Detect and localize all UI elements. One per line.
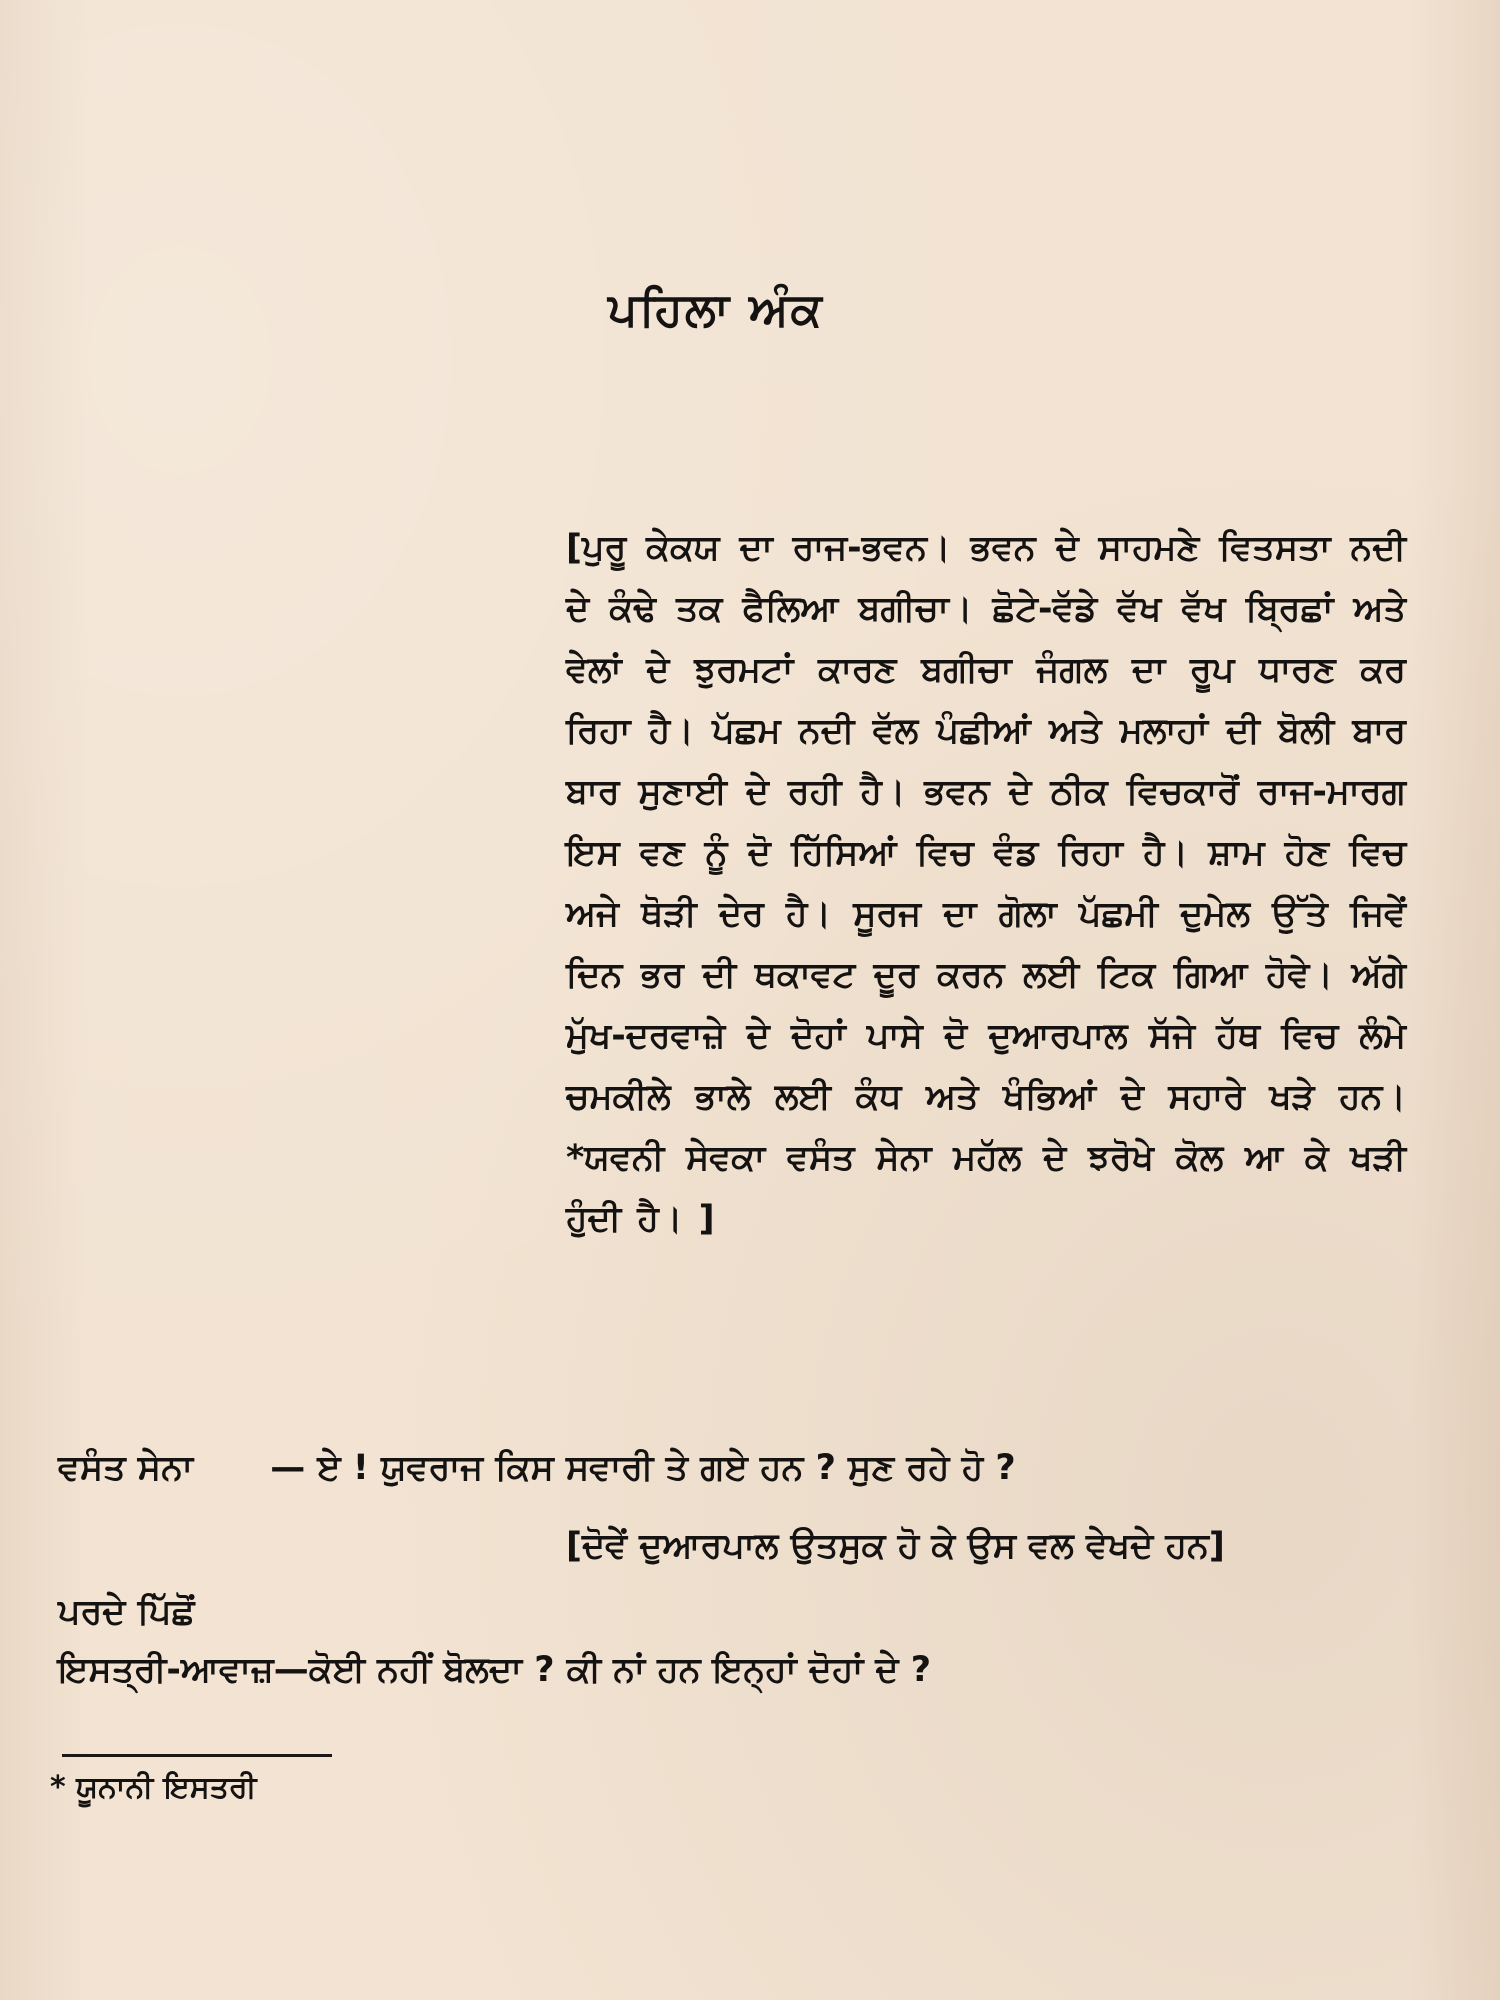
dialogue-text: ਏ ! ਯੁਵਰਾਜ ਕਿਸ ਸਵਾਰੀ ਤੇ ਗਏ ਹਨ ? ਸੁਣ ਰਹੇ ਹੋ ?: [317, 1448, 1016, 1488]
dialogue-separator: —: [270, 1448, 306, 1488]
dialogue-line: [58, 1448, 1016, 1488]
dialogue-line: [58, 1650, 931, 1690]
reaction-stage-direction: [ਦੋਵੇਂ ਦੁਆਰਪਾਲ ਉਤਸੁਕ ਹੋ ਕੇ ਉਸ ਵਲ ਵੇਖਦੇ ਹਨ]: [566, 1526, 1225, 1566]
dialogue-separator: —: [273, 1650, 309, 1690]
chapter-heading: ਪਹਿਲਾ ਅੰਕ: [608, 282, 824, 336]
offstage-label: ਪਰਦੇ ਪਿੱਛੋਂ: [58, 1592, 195, 1632]
speaker-name: ਵਸੰਤ ਸੇਨਾ: [58, 1448, 194, 1488]
dialogue-text: ਕੋਈ ਨਹੀਂ ਬੋਲਦਾ ? ਕੀ ਨਾਂ ਹਨ ਇਨ੍ਹਾਂ ਦੋਹਾਂ ਦੇ ?: [308, 1650, 932, 1690]
speaker-name: ਇਸਤ੍ਰੀ-ਆਵਾਜ਼: [58, 1650, 274, 1690]
opening-stage-direction: [ਪੁਰੂ ਕੇਕਯ ਦਾ ਰਾਜ-ਭਵਨ। ਭਵਨ ਦੇ ਸਾਹਮਣੇ ਵਿਤਸਤਾ ਨਦੀ ਦੇ ਕੰਢੇ ਤਕ ਫੈਲਿਆ ਬਗੀਚਾ। ਛੋਟੇ-ਵੱਡੇ ਵੱਖ ਵੱਖ ਬ੍ਰਿਛਾਂ ਅਤੇ ਵੇਲਾਂ ਦੇ ਝੁਰਮਟਾਂ ਕਾਰਣ ਬਗੀਚਾ ਜੰਗਲ ਦਾ ਰੂਪ ਧਾਰਣ ਕਰ ਰਿਹਾ ਹੈ। ਪੱਛਮ ਨਦੀ ਵੱਲ ਪੰਛੀਆਂ ਅਤੇ ਮਲਾਹਾਂ ਦੀ ਬੋਲੀ ਬਾਰ ਬਾਰ ਸੁਣਾਈ ਦੇ ਰਹੀ ਹੈ। ਭਵਨ ਦੇ ਠੀਕ ਵਿਚਕਾਰੋਂ ਰਾਜ-ਮਾਰਗ ਇਸ ਵਣ ਨੂੰ ਦੋ ਹਿੱਸਿਆਂ ਵਿਚ ਵੰਡ ਰਿਹਾ ਹੈ। ਸ਼ਾਮ ਹੋਣ ਵਿਚ ਅਜੇ ਥੋੜੀ ਦੇਰ ਹੈ। ਸੂਰਜ ਦਾ ਗੋਲਾ ਪੱਛਮੀ ਦੁਮੇਲ ਉੱਤੇ ਜਿਵੇਂ ਦਿਨ ਭਰ ਦੀ ਥਕਾਵਟ ਦੂਰ ਕਰਨ ਲਈ ਟਿਕ ਗਿਆ ਹੋਵੇ। ਅੱਗੇ ਮੁੱਖ-ਦਰਵਾਜ਼ੇ ਦੇ ਦੋਹਾਂ ਪਾਸੇ ਦੋ ਦੁਆਰਪਾਲ ਸੱਜੇ ਹੱਥ ਵਿਚ ਲੰਮੇ ਚਮਕੀਲੇ ਭਾਲੇ ਲਈ ਕੰਧ ਅਤੇ ਖੰਭਿਆਂ ਦੇ ਸਹਾਰੇ ਖੜੇ ਹਨ। *ਯਵਨੀ ਸੇਵਕਾ ਵਸੰਤ ਸੇਨਾ ਮਹੱਲ ਦੇ ਝਰੋਖੇ ਕੋਲ ਆ ਕੇ ਖੜੀ ਹੁੰਦੀ ਹੈ। ]: [566, 528, 1406, 1239]
footnote: * ਯੂਨਾਨੀ ਇਸਤਰੀ: [50, 1770, 257, 1805]
footnote-divider: [62, 1754, 332, 1757]
